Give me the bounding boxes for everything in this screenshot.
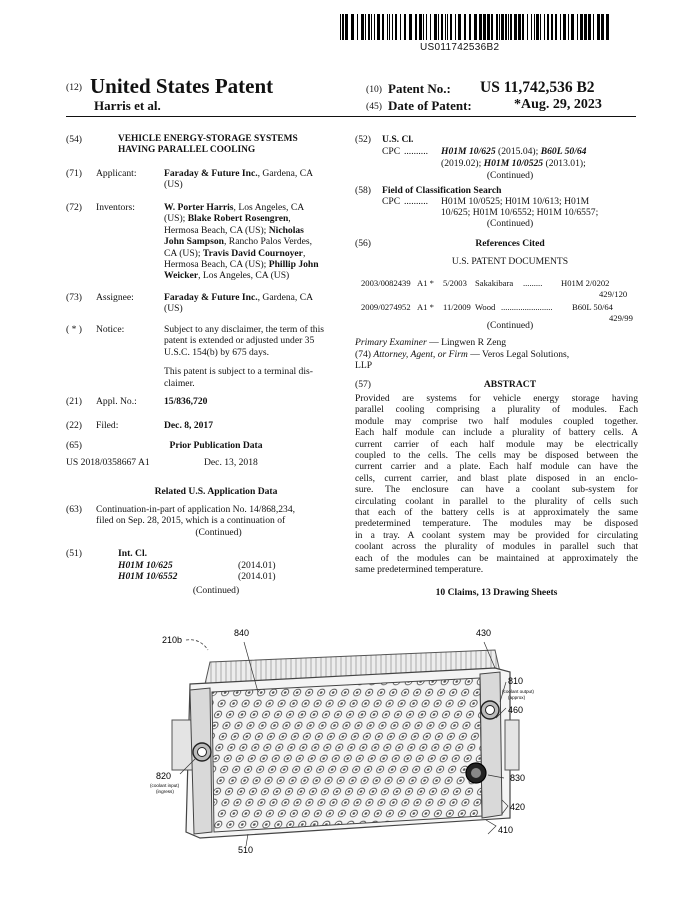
attorney-name-2: LLP: [355, 360, 373, 371]
barcode-bar: [536, 14, 539, 40]
barcode-bar: [563, 14, 566, 40]
barcode-bar: [450, 14, 452, 40]
barcode-bar: [415, 14, 417, 40]
barcode-bar: [540, 14, 541, 40]
cpc-3: H01M 10/0525: [483, 158, 544, 169]
assignee-name: Faraday & Future Inc.: [164, 292, 258, 303]
appl-no: 15/836,720: [164, 396, 208, 407]
label-840: 840: [234, 628, 250, 638]
title-line-1: VEHICLE ENERGY-STORAGE SYSTEMS: [118, 134, 298, 144]
uscl-label: U.S. Cl.: [382, 134, 414, 145]
barcode-bar: [430, 14, 431, 40]
barcode-bar: [510, 14, 512, 40]
barcode-bar: [588, 14, 591, 40]
barcode-bar: [426, 14, 427, 40]
label-210b: 210b: [162, 635, 183, 645]
inventor-5-last: Weicker: [164, 270, 199, 282]
ref-2-kind: A1 *: [417, 302, 434, 312]
barcode-bar: [357, 14, 358, 40]
ref-1-dots: .........: [523, 278, 543, 288]
title-line-2: HAVING PARALLEL COOLING: [118, 145, 256, 156]
inventors-code: (72): [66, 202, 82, 213]
barcode-bar: [499, 14, 500, 40]
barcode-bar: [342, 14, 344, 40]
left-column: [66, 130, 338, 600]
barcode-bar: [487, 14, 490, 40]
barcode: [340, 14, 612, 40]
notice-line-3: U.S.C. 154(b) by 675 days.: [164, 346, 269, 358]
barcode-bar: [368, 14, 370, 40]
prior-pub-title: Prior Publication Data: [169, 440, 263, 451]
intcl-1: H01M 10/625: [118, 560, 173, 571]
barcode-bar: [374, 14, 375, 40]
label-820-note-1: (coolant input): [150, 783, 180, 788]
barcode-bar: [577, 14, 578, 40]
abstract-line: predetermined temperature. The modules may be disposed: [355, 518, 638, 530]
code-10: (10): [366, 84, 382, 95]
label-420: 420: [510, 802, 526, 812]
date-of-patent: *Aug. 29, 2023: [514, 97, 602, 112]
applicant-name: Faraday & Future Inc.: [164, 168, 258, 179]
barcode-bar: [382, 14, 384, 40]
label-820-note-2: (ingress): [156, 789, 174, 794]
field-line-1: H01M 10/0525; H01M 10/613; H01M: [441, 196, 590, 207]
cpc-2-date: (2019.02);: [441, 158, 482, 169]
right-column: [355, 130, 638, 600]
abstract-line: current carrier of each half module may be electrically: [355, 438, 638, 450]
inventor-short: Harris et al.: [94, 98, 161, 113]
abstract-line: module may comprise two half modules coupled together.: [355, 415, 638, 427]
applicant-code: (71): [66, 168, 82, 179]
cpc-label: CPC: [382, 146, 401, 157]
barcode-bars: [340, 14, 612, 40]
barcode-bar: [518, 14, 521, 40]
inventor-4-location: Hermosa Beach, CA (US);: [164, 259, 267, 271]
attorney: [355, 349, 569, 360]
ref-1-number: 2003/0082439: [361, 278, 411, 288]
barcode-bar: [395, 14, 397, 40]
barcode-bar: [445, 14, 446, 40]
ref-1-name: Sakakibara: [475, 278, 514, 288]
code-12: (12): [66, 82, 82, 93]
notice-line-1: Subject to any disclaimer, the term of this: [164, 324, 325, 335]
assignee-value: [164, 292, 339, 315]
barcode-bar: [547, 14, 549, 40]
examiner-name: — Lingwen R Zeng: [426, 337, 507, 348]
cpc-line-2: [441, 158, 641, 169]
barcode-bar: [371, 14, 372, 40]
date-label: Date of Patent:: [388, 98, 472, 113]
cpc-1-date: (2015.04);: [498, 146, 539, 157]
notice-line-2: patent is extended or adjusted under 35: [164, 335, 315, 347]
barcode-bar: [340, 14, 341, 40]
refs-continued: (Continued): [486, 320, 534, 331]
label-510: 510: [238, 845, 254, 855]
attorney-name: — Veros Legal Solutions,: [467, 349, 570, 360]
barcode-bar: [345, 14, 348, 40]
barcode-bar: [544, 14, 545, 40]
ref-1-class: H01M 2/0202: [561, 278, 610, 288]
abstract-line: cells, current carrier, and blast plate disposed in an enclo-: [355, 472, 638, 484]
attorney-label: Attorney, Agent, or Firm: [373, 349, 468, 360]
field-label: Field of Classification Search: [382, 185, 502, 196]
barcode-bar: [514, 14, 517, 40]
inventor-3-country: CA (US);: [164, 247, 201, 259]
notice-label: Notice:: [96, 324, 125, 335]
inventor-5-first: Phillip John: [268, 259, 319, 271]
claims-line: 10 Claims, 13 Drawing Sheets: [435, 587, 558, 598]
barcode-bar: [555, 14, 557, 40]
label-810: 810: [508, 676, 524, 686]
battery-module-drawing: [150, 610, 550, 855]
continuation-line-2: filed on Sep. 28, 2015, which is a continuation of: [96, 515, 286, 527]
barcode-bar: [423, 14, 424, 40]
notice-text: [164, 324, 339, 389]
barcode-bar: [474, 14, 477, 40]
barcode-bar: [361, 14, 364, 40]
inventor-3-last: John Sampson: [164, 236, 224, 248]
refs-subtitle: U.S. PATENT DOCUMENTS: [451, 256, 569, 267]
inventor-2-suffix: ,: [288, 213, 291, 225]
barcode-bar: [534, 14, 535, 40]
notice-code: ( * ): [66, 324, 82, 335]
applicant-country: (US): [164, 179, 183, 191]
field-continued: (Continued): [486, 218, 534, 229]
prior-pub-number: US 2018/0358667 A1: [66, 457, 150, 468]
abstract-line: each of the modules can be maintained at approximately the: [355, 552, 638, 564]
barcode-bar: [571, 14, 574, 40]
barcode-bar: [606, 14, 609, 40]
prior-pub-date: Dec. 13, 2018: [204, 457, 258, 468]
assignee-country: (US): [164, 303, 183, 315]
abstract-line: parallel cooling comprising a plurality of modules. Each: [355, 404, 638, 416]
abstract-title: ABSTRACT: [483, 379, 537, 390]
inventor-4: Travis David Cournoyer: [202, 247, 303, 259]
abstract-line: coolant across the plurality of modules in parallel such that: [355, 541, 638, 553]
barcode-bar: [387, 14, 388, 40]
barcode-bar: [580, 14, 583, 40]
cpc-3-date: (2013.01);: [545, 158, 586, 169]
label-810-note-2: (approx): [508, 695, 526, 700]
barcode-bar: [483, 14, 486, 40]
abstract-body: [355, 393, 638, 576]
field-code: (58): [355, 185, 371, 196]
filed-date: Dec. 8, 2017: [164, 420, 214, 431]
ref-2-name: Wood: [475, 302, 496, 312]
barcode-bar: [501, 14, 504, 40]
applicant-label: Applicant:: [96, 168, 137, 179]
inventors-list: [164, 202, 339, 282]
cpc-continued: (Continued): [486, 170, 534, 181]
label-410: 410: [498, 825, 514, 835]
barcode-bar: [479, 14, 482, 40]
intcl-2: H01M 10/6552: [118, 571, 178, 582]
barcode-bar: [438, 14, 439, 40]
patent-no-label: Patent No.:: [388, 81, 451, 96]
field-cpc-label: CPC: [382, 196, 401, 207]
assignee-label: Assignee:: [96, 292, 134, 303]
inventor-5-location: , Los Angeles, CA (US): [198, 270, 290, 282]
ref-1-date: 5/2003: [443, 278, 467, 288]
assignee-code: (73): [66, 292, 82, 303]
barcode-bar: [447, 14, 448, 40]
appl-label: Appl. No.:: [96, 396, 137, 407]
ref-1-class-2: 429/120: [599, 289, 628, 299]
barcode-bar: [593, 14, 594, 40]
inventor-3-location: , Rancho Palos Verdes,: [224, 236, 313, 248]
barcode-bar: [351, 14, 354, 40]
label-810-note-1: (coolant output): [502, 689, 534, 694]
barcode-bar: [496, 14, 498, 40]
field-dots: ..........: [404, 196, 428, 207]
continuation-line-1: Continuation-in-part of application No. 14/868,234,: [96, 504, 296, 515]
cpc-line-1: [441, 146, 641, 157]
abstract-line: circulating coolant in parallel to the plurality of cells such: [355, 495, 638, 507]
barcode-bar: [491, 14, 493, 40]
barcode-bar: [531, 14, 532, 40]
label-820: 820: [156, 771, 172, 781]
barcode-bar: [508, 14, 509, 40]
ref-2-number: 2009/0274952: [361, 302, 411, 312]
barcode-bar: [409, 14, 412, 40]
abstract-line: Provided are systems for vehicle energy storage having: [355, 393, 638, 404]
ref-1-kind: A1 *: [417, 278, 434, 288]
figure: [150, 610, 550, 855]
code-45: (45): [366, 101, 382, 112]
cpc-2: B60L 50/64: [540, 146, 587, 157]
applicant-location: , Gardena, CA: [257, 168, 314, 179]
barcode-bar: [597, 14, 600, 40]
inventor-1: W. Porter Harris: [164, 202, 234, 213]
barcode-bar: [419, 14, 422, 40]
abstract-line: coupled to the cells. The cells may be disposed between the: [355, 450, 638, 462]
abstract-line: current carrier and a plate. Each half module can have the: [355, 461, 638, 473]
inventor-3-first: Nicholas: [268, 224, 304, 236]
cpc-1: H01M 10/625: [441, 146, 496, 157]
ref-2-class: B60L 50/64: [572, 302, 613, 312]
barcode-bar: [551, 14, 553, 40]
label-460: 460: [508, 705, 524, 715]
barcode-bar: [392, 14, 393, 40]
field-line-2: 10/625; H01M 10/6552; H01M 10/6557;: [441, 207, 599, 218]
inventor-1-location: , Los Angeles, CA: [233, 202, 305, 213]
barcode-bar: [584, 14, 587, 40]
ref-2-date: 11/2009: [443, 302, 471, 312]
ref-2-class-2: 429/99: [609, 313, 633, 323]
barcode-bar: [404, 14, 406, 40]
attorney-code: (74): [355, 349, 371, 360]
barcode-bar: [455, 14, 456, 40]
barcode-bar: [377, 14, 380, 40]
barcode-bar: [527, 14, 528, 40]
barcode-bar: [505, 14, 507, 40]
intcl-2-date: (2014.01): [238, 571, 276, 582]
barcode-bar: [568, 14, 569, 40]
document-type: United States Patent: [90, 74, 274, 98]
barcode-bar: [464, 14, 466, 40]
refs-code: (56): [355, 238, 371, 249]
barcode-number: US011742536B2: [420, 42, 500, 53]
abstract-line: Each half module can include a plurality of battery cells. A: [355, 427, 638, 439]
abstract-line: same predetermined temperature.: [355, 564, 484, 576]
barcode-bar: [458, 14, 461, 40]
invention-title: [118, 134, 298, 157]
examiner-label: Primary Examiner: [355, 337, 427, 348]
inventor-2: Blake Robert Rosengren: [187, 213, 289, 225]
abstract-line: sure. The enclosure can have a coolant sub-system for: [355, 484, 638, 496]
applicant-value: [164, 168, 339, 191]
intcl-continued: (Continued): [192, 585, 240, 596]
inventor-2-location: Hermosa Beach, CA (US);: [164, 224, 267, 236]
inventor-1-country: (US);: [164, 213, 186, 225]
barcode-bar: [365, 14, 366, 40]
assignee-location: , Gardena, CA: [257, 292, 314, 303]
uscl-code: (52): [355, 134, 371, 145]
notice-line-4: This patent is subject to a terminal dis-: [164, 366, 313, 378]
ref-2-dots: ........................: [501, 302, 553, 312]
cpc-dots: ..........: [404, 146, 428, 157]
inventor-4-suffix: ,: [302, 247, 306, 259]
inventors-label: Inventors:: [96, 202, 135, 213]
title-code: (54): [66, 134, 82, 145]
related-title: Related U.S. Application Data: [154, 486, 278, 497]
barcode-bar: [522, 14, 524, 40]
header-rule: [66, 116, 636, 117]
intcl-label: Int. Cl.: [118, 548, 148, 559]
barcode-bar: [434, 14, 437, 40]
label-830: 830: [510, 773, 526, 783]
continuation-code: (63): [66, 504, 82, 515]
continuation-more: (Continued): [195, 526, 242, 538]
appl-code: (21): [66, 396, 82, 407]
intcl-1-date: (2014.01): [238, 560, 276, 571]
barcode-bar: [441, 14, 443, 40]
barcode-bar: [601, 14, 604, 40]
abstract-line: that each of the battery cells is at approximately the same: [355, 507, 638, 519]
examiner: [355, 337, 506, 348]
barcode-bar: [469, 14, 471, 40]
abstract-code: (57): [355, 379, 371, 390]
refs-title: References Cited: [475, 238, 545, 249]
abstract-line: in a tray. A coolant system may be provided for circulating: [355, 529, 638, 541]
barcode-bar: [400, 14, 401, 40]
filed-code: (22): [66, 420, 82, 431]
prior-code: (65): [66, 440, 82, 451]
patent-no: US 11,742,536 B2: [480, 79, 595, 96]
label-430: 430: [476, 628, 492, 638]
barcode-bar: [560, 14, 561, 40]
notice-line-5: claimer.: [164, 377, 195, 389]
intcl-code: (51): [66, 548, 82, 559]
continuation-text: [96, 504, 341, 538]
filed-label: Filed:: [96, 420, 119, 431]
barcode-bar: [389, 14, 390, 40]
